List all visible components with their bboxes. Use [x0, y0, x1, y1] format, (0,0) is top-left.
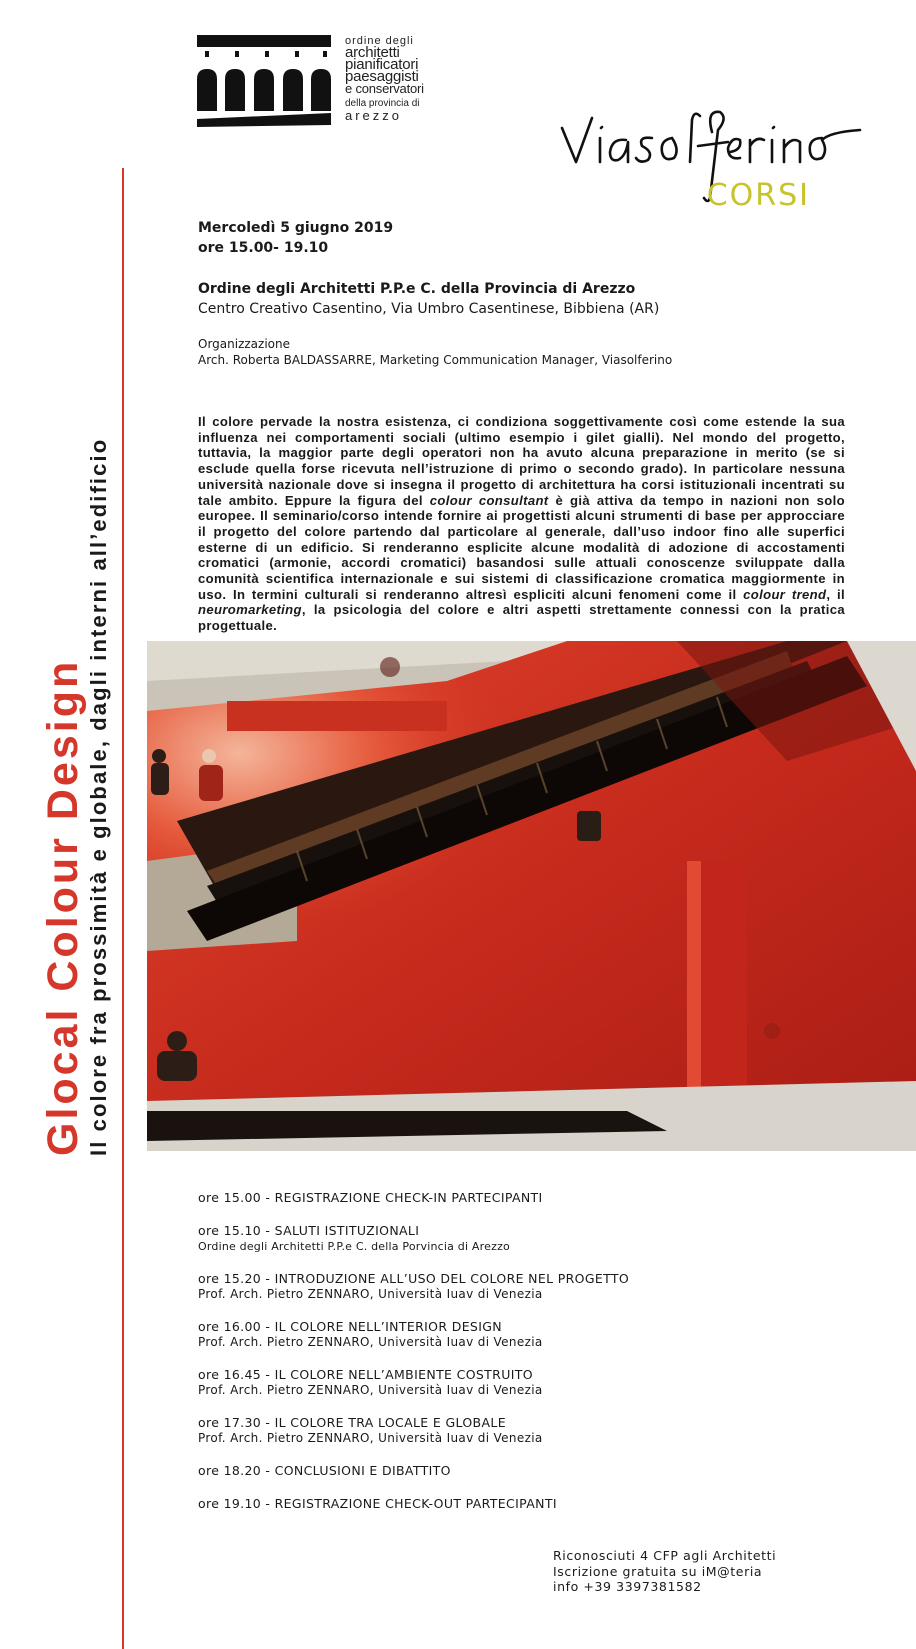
logo-line: ordine degli	[345, 35, 414, 47]
schedule-time: ore 15.00 - REGISTRAZIONE CHECK-IN PARTECIPANTI	[198, 1190, 543, 1205]
organization-label: Organizzazione	[198, 337, 290, 351]
logo-line: e conservatori	[345, 81, 424, 96]
logo-line: architetti	[345, 44, 400, 61]
event-time: ore 15.00- 19.10	[198, 240, 329, 256]
schedule-item	[198, 1223, 818, 1254]
schedule-item	[198, 1415, 818, 1446]
schedule-speaker: Prof. Arch. Pietro ZENNARO, Università Iuav di Venezia	[198, 1383, 543, 1397]
ordine-logo-wordmark	[345, 35, 424, 123]
schedule-item	[198, 1190, 818, 1206]
organization-block	[198, 336, 672, 368]
venue-name: Ordine degli Architetti P.P.e C. della Provincia di Arezzo	[198, 281, 636, 297]
vertical-title-block	[38, 396, 128, 1156]
schedule-time: ore 15.20 - INTRODUZIONE ALL’USO DEL COLORE NEL PROGETTO	[198, 1271, 630, 1286]
logo-line: pianificatori	[345, 56, 419, 73]
schedule-item	[198, 1319, 818, 1350]
schedule-speaker: Prof. Arch. Pietro ZENNARO, Università Iuav di Venezia	[198, 1287, 543, 1301]
arcade-building-icon	[197, 35, 331, 131]
schedule-list	[198, 1190, 818, 1529]
schedule-item	[198, 1367, 818, 1398]
description-term: colour trend	[743, 586, 827, 602]
schedule-item	[198, 1496, 818, 1512]
description-text: Il colore pervade la nostra esistenza, ci condiziona soggettivamente così come estende la sua influenza nei comportamenti sociali (ultimo esempio i gilet gialli). Nel mondo del progetto, tuttavia, la maggior parte degli operatori non ha avuto alcuna preparazione in merito (se si esclude quella forse ricevuta nell’istruzione di primo o secondo grado). In particolare nessuna università nazionale dove si insegna il progetto di architettura ha corsi istituzionali incentrati su tale ambito. Eppure la figura del	[198, 414, 845, 508]
logo-line: arezzo	[345, 108, 403, 123]
schedule-item	[198, 1271, 818, 1302]
logo-line: della provincia di	[345, 98, 420, 109]
schedule-time: ore 17.30 - IL COLORE TRA LOCALE E GLOBALE	[198, 1415, 506, 1430]
venue-address: Centro Creativo Casentino, Via Umbro Casentinese, Bibbiena (AR)	[198, 301, 660, 317]
escalator-photo	[147, 641, 916, 1151]
schedule-time: ore 16.45 - IL COLORE NELL’AMBIENTE COSTRUITO	[198, 1367, 533, 1382]
event-date: Mercoledì 5 giugno 2019	[198, 220, 394, 236]
event-subtitle: Il colore fra prossimità e globale, dagli interni all’edificio	[86, 437, 111, 1156]
event-description	[198, 414, 845, 634]
registration-info: Iscrizione gratuita su iM@teria	[553, 1563, 763, 1579]
schedule-time: ore 18.20 - CONCLUSIONI E DIBATTITO	[198, 1463, 451, 1478]
venue-block	[198, 279, 659, 319]
description-term: neuromarketing	[198, 602, 302, 618]
date-time-block	[198, 218, 393, 258]
viasolferino-logo	[560, 100, 880, 225]
logo-line: paesaggisti	[345, 68, 419, 85]
schedule-speaker: Ordine degli Architetti P.P.e C. della Porvincia di Arezzo	[198, 1240, 510, 1253]
footer-info-block	[553, 1548, 776, 1595]
escalator-photo-illustration	[147, 641, 916, 1151]
description-text: , il	[826, 586, 845, 602]
schedule-time: ore 16.00 - IL COLORE NELL’INTERIOR DESIGN	[198, 1319, 502, 1334]
schedule-speaker: Prof. Arch. Pietro ZENNARO, Università Iuav di Venezia	[198, 1431, 543, 1445]
organization-name: Arch. Roberta BALDASSARRE, Marketing Communication Manager, Viasolferino	[198, 353, 673, 367]
ordine-architetti-logo	[197, 35, 442, 135]
schedule-item	[198, 1463, 818, 1479]
schedule-speaker: Prof. Arch. Pietro ZENNARO, Università Iuav di Venezia	[198, 1335, 543, 1349]
schedule-time: ore 15.10 - SALUTI ISTITUZIONALI	[198, 1223, 420, 1238]
viasolferino-corsi-label: CORSI	[706, 178, 810, 213]
event-title: Glocal Colour Design	[39, 658, 87, 1156]
description-text: , la psicologia del colore e altri aspetti strettamente connessi con la pratica progettuale.	[198, 602, 845, 634]
credits-info: Riconosciuti 4 CFP agli Architetti	[553, 1548, 777, 1563]
description-text: è già attiva da tempo in nazioni non solo europee. Il seminario/corso intende fornire ai progettisti alcuni strumenti di base per approcciare il progetto del colore partendo dal particolare al generale, dall’uso indoor fino alle superfici esterne di un edificio. Si renderanno esplicite alcune modalità di adozione di accostamenti cromatici (armonie, accordi cromatici) basandosi sulle attuali conoscenze sviluppate dalla comunità scientifica internazionale e sui sistemi di classificazione cromatica maggiormente in uso. In termini culturali si renderanno altresì espliciti alcuni fenomeni come il	[198, 492, 845, 602]
contact-info: info +39 3397381582	[553, 1579, 702, 1594]
schedule-time: ore 19.10 - REGISTRAZIONE CHECK-OUT PARTECIPANTI	[198, 1496, 557, 1511]
description-term: colour consultant	[429, 492, 549, 508]
